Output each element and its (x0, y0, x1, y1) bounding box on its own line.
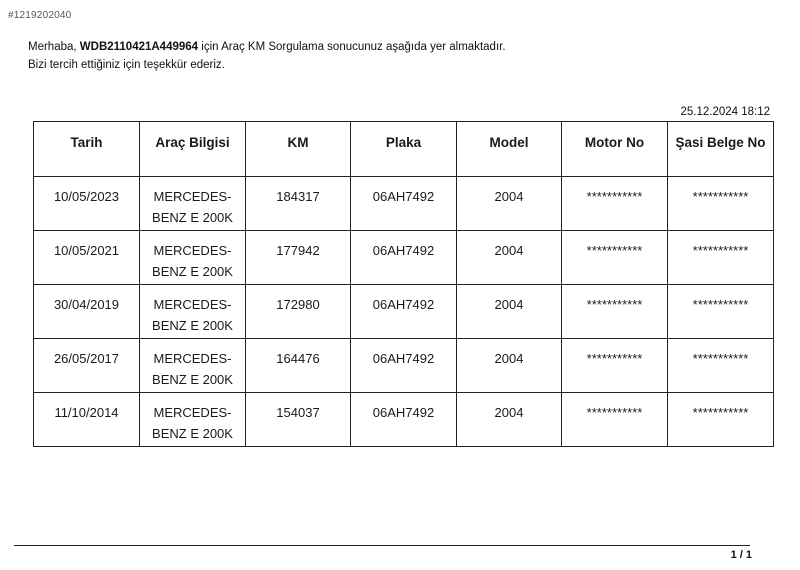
table-row (34, 231, 774, 285)
column-header-vehicle-info: Araç Bilgisi (140, 122, 246, 177)
table-header-row (34, 122, 774, 177)
column-header-model: Model (457, 122, 562, 177)
cell-chassis-doc-no: *********** (668, 393, 774, 447)
cell-engine-no: *********** (562, 393, 668, 447)
cell-date: 30/04/2019 (34, 285, 140, 339)
vin-number: WDB2110421A449964 (79, 41, 199, 53)
table-row (34, 285, 774, 339)
cell-chassis-doc-no: *********** (668, 177, 774, 231)
greeting-suffix: için Araç KM Sorgulama sonucunuz aşağıda yer almaktadır. (198, 41, 506, 53)
column-header-chassis-doc-no: Şasi Belge No (668, 122, 774, 177)
cell-chassis-doc-no: *********** (668, 285, 774, 339)
document-id: #1219202040 (8, 10, 72, 21)
cell-plate: 06AH7492 (351, 177, 457, 231)
table-row (34, 339, 774, 393)
column-header-plate: Plaka (351, 122, 457, 177)
cell-date: 10/05/2023 (34, 177, 140, 231)
cell-plate: 06AH7492 (351, 285, 457, 339)
cell-km: 177942 (246, 231, 351, 285)
cell-km: 154037 (246, 393, 351, 447)
table-row (34, 177, 774, 231)
cell-model: 2004 (457, 177, 562, 231)
cell-engine-no: *********** (562, 285, 668, 339)
cell-engine-no: *********** (562, 339, 668, 393)
greeting-line-2: Bizi tercih ettiğiniz için teşekkür ederiz. (28, 59, 225, 71)
cell-date: 26/05/2017 (34, 339, 140, 393)
cell-vehicle-info: MERCEDES-BENZ E 200K (140, 393, 246, 447)
cell-chassis-doc-no: *********** (668, 339, 774, 393)
cell-model: 2004 (457, 393, 562, 447)
cell-vehicle-info: MERCEDES-BENZ E 200K (140, 339, 246, 393)
column-header-engine-no: Motor No (562, 122, 668, 177)
report-timestamp: 25.12.2024 18:12 (680, 106, 770, 118)
cell-plate: 06AH7492 (351, 231, 457, 285)
cell-km: 172980 (246, 285, 351, 339)
cell-date: 10/05/2021 (34, 231, 140, 285)
cell-vehicle-info: MERCEDES-BENZ E 200K (140, 285, 246, 339)
cell-engine-no: *********** (562, 231, 668, 285)
cell-vehicle-info: MERCEDES-BENZ E 200K (140, 177, 246, 231)
cell-vehicle-info: MERCEDES-BENZ E 200K (140, 231, 246, 285)
greeting-text (28, 38, 506, 74)
page-number: 1 / 1 (730, 549, 752, 561)
greeting-prefix: Merhaba, (28, 41, 80, 53)
cell-engine-no: *********** (562, 177, 668, 231)
cell-plate: 06AH7492 (351, 393, 457, 447)
column-header-km: KM (246, 122, 351, 177)
cell-chassis-doc-no: *********** (668, 231, 774, 285)
cell-model: 2004 (457, 339, 562, 393)
footer-divider (14, 545, 750, 546)
cell-date: 11/10/2014 (34, 393, 140, 447)
table-row (34, 393, 774, 447)
cell-model: 2004 (457, 285, 562, 339)
column-header-date: Tarih (34, 122, 140, 177)
cell-plate: 06AH7492 (351, 339, 457, 393)
cell-model: 2004 (457, 231, 562, 285)
cell-km: 164476 (246, 339, 351, 393)
greeting-line-1 (28, 38, 506, 56)
km-history-table (33, 121, 774, 447)
cell-km: 184317 (246, 177, 351, 231)
